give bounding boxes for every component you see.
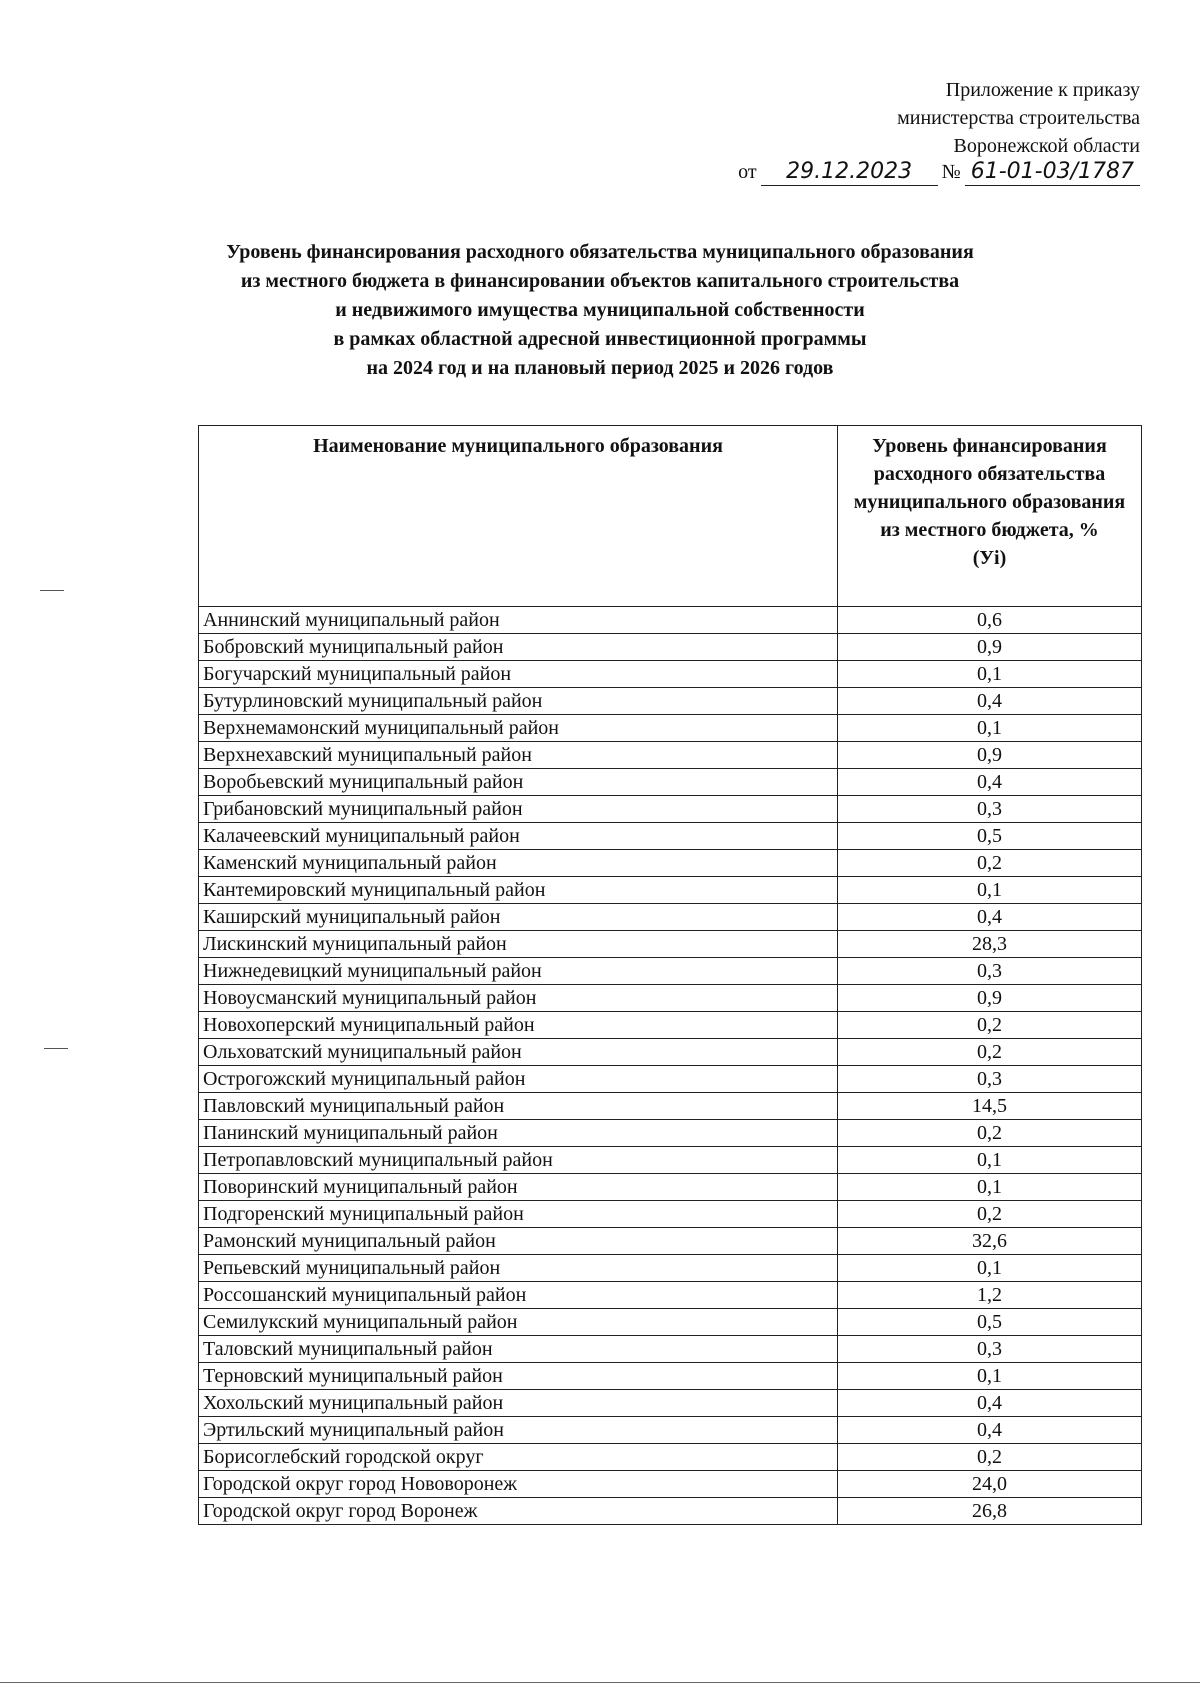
funding-level-cell: 0,5 bbox=[838, 1309, 1142, 1336]
funding-level-cell: 0,2 bbox=[838, 1201, 1142, 1228]
funding-level-cell: 0,2 bbox=[838, 1444, 1142, 1471]
table-row bbox=[199, 1282, 1142, 1309]
appendix-line-3: Воронежской области bbox=[953, 135, 1140, 157]
title-line-1: Уровень финансирования расходного обязательства муниципального образования bbox=[226, 241, 974, 263]
funding-level-cell: 0,4 bbox=[838, 904, 1142, 931]
municipality-name-cell: Подгоренский муниципальный район bbox=[199, 1201, 838, 1228]
funding-level-cell: 0,3 bbox=[838, 796, 1142, 823]
table-row bbox=[199, 1498, 1142, 1525]
table-row bbox=[199, 1066, 1142, 1093]
table-row bbox=[199, 688, 1142, 715]
municipality-name-cell: Репьевский муниципальный район bbox=[199, 1255, 838, 1282]
table-row bbox=[199, 796, 1142, 823]
table-body bbox=[199, 607, 1142, 1525]
scan-mark bbox=[44, 1048, 68, 1049]
municipality-name-cell: Нижнедевицкий муниципальный район bbox=[199, 958, 838, 985]
document-title bbox=[200, 238, 1000, 383]
table-row bbox=[199, 1390, 1142, 1417]
funding-level-cell: 0,2 bbox=[838, 1012, 1142, 1039]
table-row bbox=[199, 607, 1142, 634]
scan-mark bbox=[40, 590, 64, 591]
handwritten-order-number: 61-01-03/1787 bbox=[965, 159, 1140, 186]
table-row bbox=[199, 715, 1142, 742]
funding-level-cell: 0,1 bbox=[838, 661, 1142, 688]
table-row bbox=[199, 1309, 1142, 1336]
municipality-name-cell: Семилукский муниципальный район bbox=[199, 1309, 838, 1336]
municipality-name-cell: Бобровский муниципальный район bbox=[199, 634, 838, 661]
municipality-name-cell: Аннинский муниципальный район bbox=[199, 607, 838, 634]
funding-level-cell: 0,3 bbox=[838, 1336, 1142, 1363]
funding-level-cell: 0,1 bbox=[838, 715, 1142, 742]
funding-level-cell: 0,9 bbox=[838, 742, 1142, 769]
table-row bbox=[199, 1120, 1142, 1147]
funding-level-cell: 0,9 bbox=[838, 985, 1142, 1012]
municipality-name-cell: Новохоперский муниципальный район bbox=[199, 1012, 838, 1039]
table-row bbox=[199, 742, 1142, 769]
funding-level-cell: 0,9 bbox=[838, 634, 1142, 661]
municipality-name-cell: Терновский муниципальный район bbox=[199, 1363, 838, 1390]
table-row bbox=[199, 1174, 1142, 1201]
date-prefix: от bbox=[738, 161, 757, 183]
municipality-name-cell: Каменский муниципальный район bbox=[199, 850, 838, 877]
table-row bbox=[199, 1093, 1142, 1120]
municipality-name-cell: Таловский муниципальный район bbox=[199, 1336, 838, 1363]
municipality-name-cell: Бутурлиновский муниципальный район bbox=[199, 688, 838, 715]
bottom-rule bbox=[0, 1682, 1200, 1683]
table-row bbox=[199, 931, 1142, 958]
municipality-name-cell: Кантемировский муниципальный район bbox=[199, 877, 838, 904]
funding-level-cell: 0,1 bbox=[838, 877, 1142, 904]
table-row bbox=[199, 769, 1142, 796]
funding-level-table bbox=[198, 425, 1142, 1525]
funding-level-cell: 0,3 bbox=[838, 1066, 1142, 1093]
table-row bbox=[199, 1336, 1142, 1363]
appendix-header bbox=[738, 76, 1140, 186]
table-row bbox=[199, 1147, 1142, 1174]
title-line-5: на 2024 год и на плановый период 2025 и 2026 годов bbox=[366, 357, 834, 379]
appendix-line-2: министерства строительства bbox=[897, 107, 1140, 129]
funding-level-cell: 0,3 bbox=[838, 958, 1142, 985]
table-row bbox=[199, 850, 1142, 877]
table-row bbox=[199, 1255, 1142, 1282]
municipality-name-cell: Острогожский муниципальный район bbox=[199, 1066, 838, 1093]
funding-level-cell: 0,6 bbox=[838, 607, 1142, 634]
title-line-2: из местного бюджета в финансировании объектов капитального строительства bbox=[240, 270, 960, 292]
funding-level-cell: 0,2 bbox=[838, 1120, 1142, 1147]
municipality-name-cell: Калачеевский муниципальный район bbox=[199, 823, 838, 850]
funding-level-cell: 0,4 bbox=[838, 1390, 1142, 1417]
funding-level-cell: 0,1 bbox=[838, 1174, 1142, 1201]
funding-level-cell: 0,2 bbox=[838, 1039, 1142, 1066]
funding-level-cell: 0,4 bbox=[838, 769, 1142, 796]
municipality-name-cell: Хохольский муниципальный район bbox=[199, 1390, 838, 1417]
table-row bbox=[199, 1417, 1142, 1444]
header-funding-level bbox=[838, 426, 1142, 607]
municipality-name-cell: Верхнемамонский муниципальный район bbox=[199, 715, 838, 742]
handwritten-date: 29.12.2023 bbox=[761, 159, 938, 186]
table-row bbox=[199, 1012, 1142, 1039]
table-header-row bbox=[199, 426, 1142, 607]
header-funding-level-text: Уровень финансирования расходного обязательства муниципального образования из местного бюджета, % bbox=[853, 435, 1126, 541]
funding-level-cell: 26,8 bbox=[838, 1498, 1142, 1525]
municipality-name-cell: Лискинский муниципальный район bbox=[199, 931, 838, 958]
order-date-number bbox=[738, 158, 1140, 186]
table-row bbox=[199, 1228, 1142, 1255]
table-row bbox=[199, 904, 1142, 931]
municipality-name-cell: Поворинский муниципальный район bbox=[199, 1174, 838, 1201]
funding-level-cell: 1,2 bbox=[838, 1282, 1142, 1309]
appendix-line-1: Приложение к приказу bbox=[945, 79, 1140, 101]
table-row bbox=[199, 1039, 1142, 1066]
municipality-name-cell: Россошанский муниципальный район bbox=[199, 1282, 838, 1309]
table-row bbox=[199, 634, 1142, 661]
municipality-name-cell: Богучарский муниципальный район bbox=[199, 661, 838, 688]
municipality-name-cell: Эртильский муниципальный район bbox=[199, 1417, 838, 1444]
municipality-name-cell: Ольховатский муниципальный район bbox=[199, 1039, 838, 1066]
funding-level-cell: 28,3 bbox=[838, 931, 1142, 958]
municipality-name-cell: Грибановский муниципальный район bbox=[199, 796, 838, 823]
title-line-3: и недвижимого имущества муниципальной собственности bbox=[335, 299, 865, 321]
municipality-name-cell: Панинский муниципальный район bbox=[199, 1120, 838, 1147]
funding-level-cell: 0,4 bbox=[838, 688, 1142, 715]
funding-level-cell: 14,5 bbox=[838, 1093, 1142, 1120]
funding-level-cell: 24,0 bbox=[838, 1471, 1142, 1498]
table-row bbox=[199, 877, 1142, 904]
table-row bbox=[199, 1444, 1142, 1471]
table-row bbox=[199, 823, 1142, 850]
title-line-4: в рамках областной адресной инвестиционной программы bbox=[333, 328, 867, 350]
funding-level-cell: 0,1 bbox=[838, 1255, 1142, 1282]
municipality-name-cell: Павловский муниципальный район bbox=[199, 1093, 838, 1120]
header-municipality-name: Наименование муниципального образования bbox=[199, 426, 838, 607]
municipality-name-cell: Городской округ город Нововоронеж bbox=[199, 1471, 838, 1498]
municipality-name-cell: Верхнехавский муниципальный район bbox=[199, 742, 838, 769]
number-prefix: № bbox=[941, 161, 961, 183]
municipality-name-cell: Петропавловский муниципальный район bbox=[199, 1147, 838, 1174]
table-row bbox=[199, 661, 1142, 688]
funding-level-cell: 32,6 bbox=[838, 1228, 1142, 1255]
municipality-name-cell: Воробьевский муниципальный район bbox=[199, 769, 838, 796]
municipality-name-cell: Каширский муниципальный район bbox=[199, 904, 838, 931]
table-row bbox=[199, 1363, 1142, 1390]
funding-level-cell: 0,2 bbox=[838, 850, 1142, 877]
funding-level-cell: 0,5 bbox=[838, 823, 1142, 850]
funding-level-cell: 0,1 bbox=[838, 1363, 1142, 1390]
funding-level-cell: 0,4 bbox=[838, 1417, 1142, 1444]
municipality-name-cell: Новоусманский муниципальный район bbox=[199, 985, 838, 1012]
table-row bbox=[199, 958, 1142, 985]
table-row bbox=[199, 985, 1142, 1012]
table-row bbox=[199, 1471, 1142, 1498]
header-funding-level-symbol: (Уi) bbox=[972, 547, 1007, 569]
municipality-name-cell: Рамонский муниципальный район bbox=[199, 1228, 838, 1255]
municipality-name-cell: Борисоглебский городской округ bbox=[199, 1444, 838, 1471]
municipality-name-cell: Городской округ город Воронеж bbox=[199, 1498, 838, 1525]
table-row bbox=[199, 1201, 1142, 1228]
funding-level-cell: 0,1 bbox=[838, 1147, 1142, 1174]
